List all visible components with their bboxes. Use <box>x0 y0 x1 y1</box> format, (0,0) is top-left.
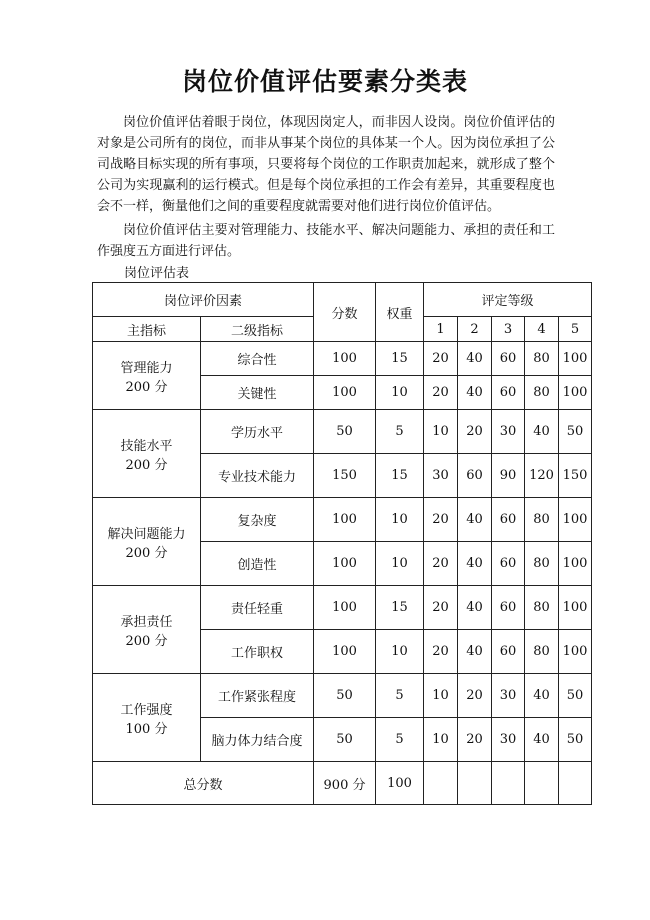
grade-cell: 80 <box>525 342 559 376</box>
sub-indicator-cell: 专业技术能力 <box>201 454 314 498</box>
sub-indicator-cell: 综合性 <box>201 342 314 376</box>
main-indicator-cell <box>93 342 201 410</box>
score-cell: 100 <box>314 630 376 674</box>
grade-cell: 100 <box>559 586 592 630</box>
grade-cell: 40 <box>458 376 492 410</box>
sub-indicator-header: 二级指标 <box>201 317 314 342</box>
weight-cell: 15 <box>376 586 424 630</box>
grade-cell: 120 <box>525 454 559 498</box>
score-header: 分数 <box>314 283 376 342</box>
grade-cell: 20 <box>458 718 492 762</box>
main-indicator-cell <box>93 586 201 674</box>
score-cell: 100 <box>314 542 376 586</box>
grade-cell: 80 <box>525 630 559 674</box>
grade-cell: 20 <box>424 542 458 586</box>
table-row <box>93 586 592 630</box>
grade-cell: 40 <box>525 718 559 762</box>
level-3-header: 3 <box>492 317 525 342</box>
scope-paragraph: 岗位价值评估主要对管理能力、技能水平、解决问题能力、承担的责任和工作强度五方面进行评估。 <box>97 223 555 259</box>
grade-cell: 20 <box>458 674 492 718</box>
table-row <box>93 674 592 718</box>
grade-cell: 60 <box>492 498 525 542</box>
main-indicator-name: 解决问题能力 <box>107 526 186 542</box>
sub-indicator-cell: 责任轻重 <box>201 586 314 630</box>
grade-cell: 40 <box>458 542 492 586</box>
page-title: 岗位价值评估要素分类表 <box>181 67 468 96</box>
main-indicator-points: 200 分 <box>125 545 168 561</box>
grade-cell: 10 <box>424 410 458 454</box>
table-row <box>93 498 592 542</box>
empty-grade-cell <box>559 762 592 805</box>
score-cell: 50 <box>314 674 376 718</box>
grade-cell: 90 <box>492 454 525 498</box>
grade-cell: 20 <box>424 586 458 630</box>
level-4-header: 4 <box>525 317 559 342</box>
weight-cell: 10 <box>376 630 424 674</box>
grade-cell: 60 <box>492 542 525 586</box>
grade-cell: 30 <box>424 454 458 498</box>
table-caption: 岗位评估表 <box>124 266 190 281</box>
table-row <box>93 342 592 376</box>
weight-cell: 5 <box>376 718 424 762</box>
grade-cell: 40 <box>458 342 492 376</box>
main-indicator-name: 管理能力 <box>120 360 173 376</box>
score-cell: 100 <box>314 376 376 410</box>
score-cell: 50 <box>314 718 376 762</box>
sub-indicator-cell: 关键性 <box>201 376 314 410</box>
weight-cell: 5 <box>376 410 424 454</box>
grade-cell: 100 <box>559 376 592 410</box>
grade-cell: 20 <box>424 376 458 410</box>
grade-cell: 50 <box>559 718 592 762</box>
sub-indicator-cell: 创造性 <box>201 542 314 586</box>
grade-cell: 20 <box>458 410 492 454</box>
main-indicator-points: 200 分 <box>125 379 168 395</box>
score-cell: 50 <box>314 410 376 454</box>
intro-paragraph: 岗位价值评估着眼于岗位，体现因岗定人，而非因人设岗。岗位价值评估的对象是公司所有的岗位，而非从事某个岗位的具体某一个人。因为岗位承担了公司战略目标实现的所有事项，只要将每个岗位的工作职责加起来，就形成了整个公司为实现赢利的运行模式。但是每个岗位承担的工作会有差异，其重要程度也会不一样，衡量他们之间的重要程度就需要对他们进行岗位价值评估。 <box>97 115 555 214</box>
level-5-header: 5 <box>559 317 592 342</box>
sub-indicator-cell: 工作紧张程度 <box>201 674 314 718</box>
main-indicator-points: 100 分 <box>125 721 168 737</box>
grade-cell: 30 <box>492 718 525 762</box>
level-1-header: 1 <box>424 317 458 342</box>
grade-cell: 50 <box>559 410 592 454</box>
level-2-header: 2 <box>458 317 492 342</box>
score-cell: 150 <box>314 454 376 498</box>
grade-cell: 80 <box>525 542 559 586</box>
weight-cell: 10 <box>376 498 424 542</box>
grade-header: 评定等级 <box>424 283 592 317</box>
grade-cell: 80 <box>525 498 559 542</box>
score-cell: 100 <box>314 342 376 376</box>
score-cell: 100 <box>314 498 376 542</box>
weight-cell: 15 <box>376 342 424 376</box>
main-indicator-cell <box>93 674 201 762</box>
total-score: 900 分 <box>314 762 376 805</box>
grade-cell: 10 <box>424 718 458 762</box>
grade-cell: 80 <box>525 376 559 410</box>
table-body <box>93 283 592 805</box>
main-indicator-name: 技能水平 <box>120 438 173 454</box>
grade-cell: 40 <box>525 410 559 454</box>
total-weight: 100 <box>376 762 424 805</box>
total-label: 总分数 <box>93 762 314 805</box>
grade-cell: 40 <box>458 586 492 630</box>
main-indicator-cell <box>93 498 201 586</box>
sub-indicator-cell: 复杂度 <box>201 498 314 542</box>
empty-grade-cell <box>458 762 492 805</box>
weight-cell: 15 <box>376 454 424 498</box>
main-indicator-name: 承担责任 <box>120 614 173 630</box>
grade-cell: 60 <box>458 454 492 498</box>
main-indicator-name: 工作强度 <box>120 702 173 718</box>
grade-cell: 40 <box>458 630 492 674</box>
grade-cell: 100 <box>559 630 592 674</box>
grade-cell: 20 <box>424 630 458 674</box>
grade-cell: 150 <box>559 454 592 498</box>
grade-cell: 20 <box>424 498 458 542</box>
weight-cell: 5 <box>376 674 424 718</box>
grade-cell: 100 <box>559 498 592 542</box>
grade-cell: 60 <box>492 586 525 630</box>
grade-cell: 80 <box>525 586 559 630</box>
grade-cell: 20 <box>424 342 458 376</box>
sub-indicator-cell: 工作职权 <box>201 630 314 674</box>
grade-cell: 30 <box>492 410 525 454</box>
grade-cell: 10 <box>424 674 458 718</box>
grade-cell: 100 <box>559 342 592 376</box>
weight-cell: 10 <box>376 542 424 586</box>
table-row <box>93 410 592 454</box>
empty-grade-cell <box>525 762 559 805</box>
grade-cell: 60 <box>492 630 525 674</box>
grade-cell: 50 <box>559 674 592 718</box>
score-cell: 100 <box>314 586 376 630</box>
weight-header: 权重 <box>376 283 424 342</box>
grade-cell: 60 <box>492 342 525 376</box>
evaluation-table <box>92 282 592 805</box>
main-indicator-header: 主指标 <box>93 317 201 342</box>
header-row-top <box>93 283 592 317</box>
grade-cell: 30 <box>492 674 525 718</box>
sub-indicator-cell: 学历水平 <box>201 410 314 454</box>
main-indicator-cell <box>93 410 201 498</box>
grade-cell: 100 <box>559 542 592 586</box>
main-indicator-points: 200 分 <box>125 633 168 649</box>
weight-cell: 10 <box>376 376 424 410</box>
grade-cell: 40 <box>458 498 492 542</box>
empty-grade-cell <box>492 762 525 805</box>
grade-cell: 40 <box>525 674 559 718</box>
total-row <box>93 762 592 805</box>
factor-header: 岗位评价因素 <box>93 283 314 317</box>
empty-grade-cell <box>424 762 458 805</box>
sub-indicator-cell: 脑力体力结合度 <box>201 718 314 762</box>
grade-cell: 60 <box>492 376 525 410</box>
main-indicator-points: 200 分 <box>125 457 168 473</box>
